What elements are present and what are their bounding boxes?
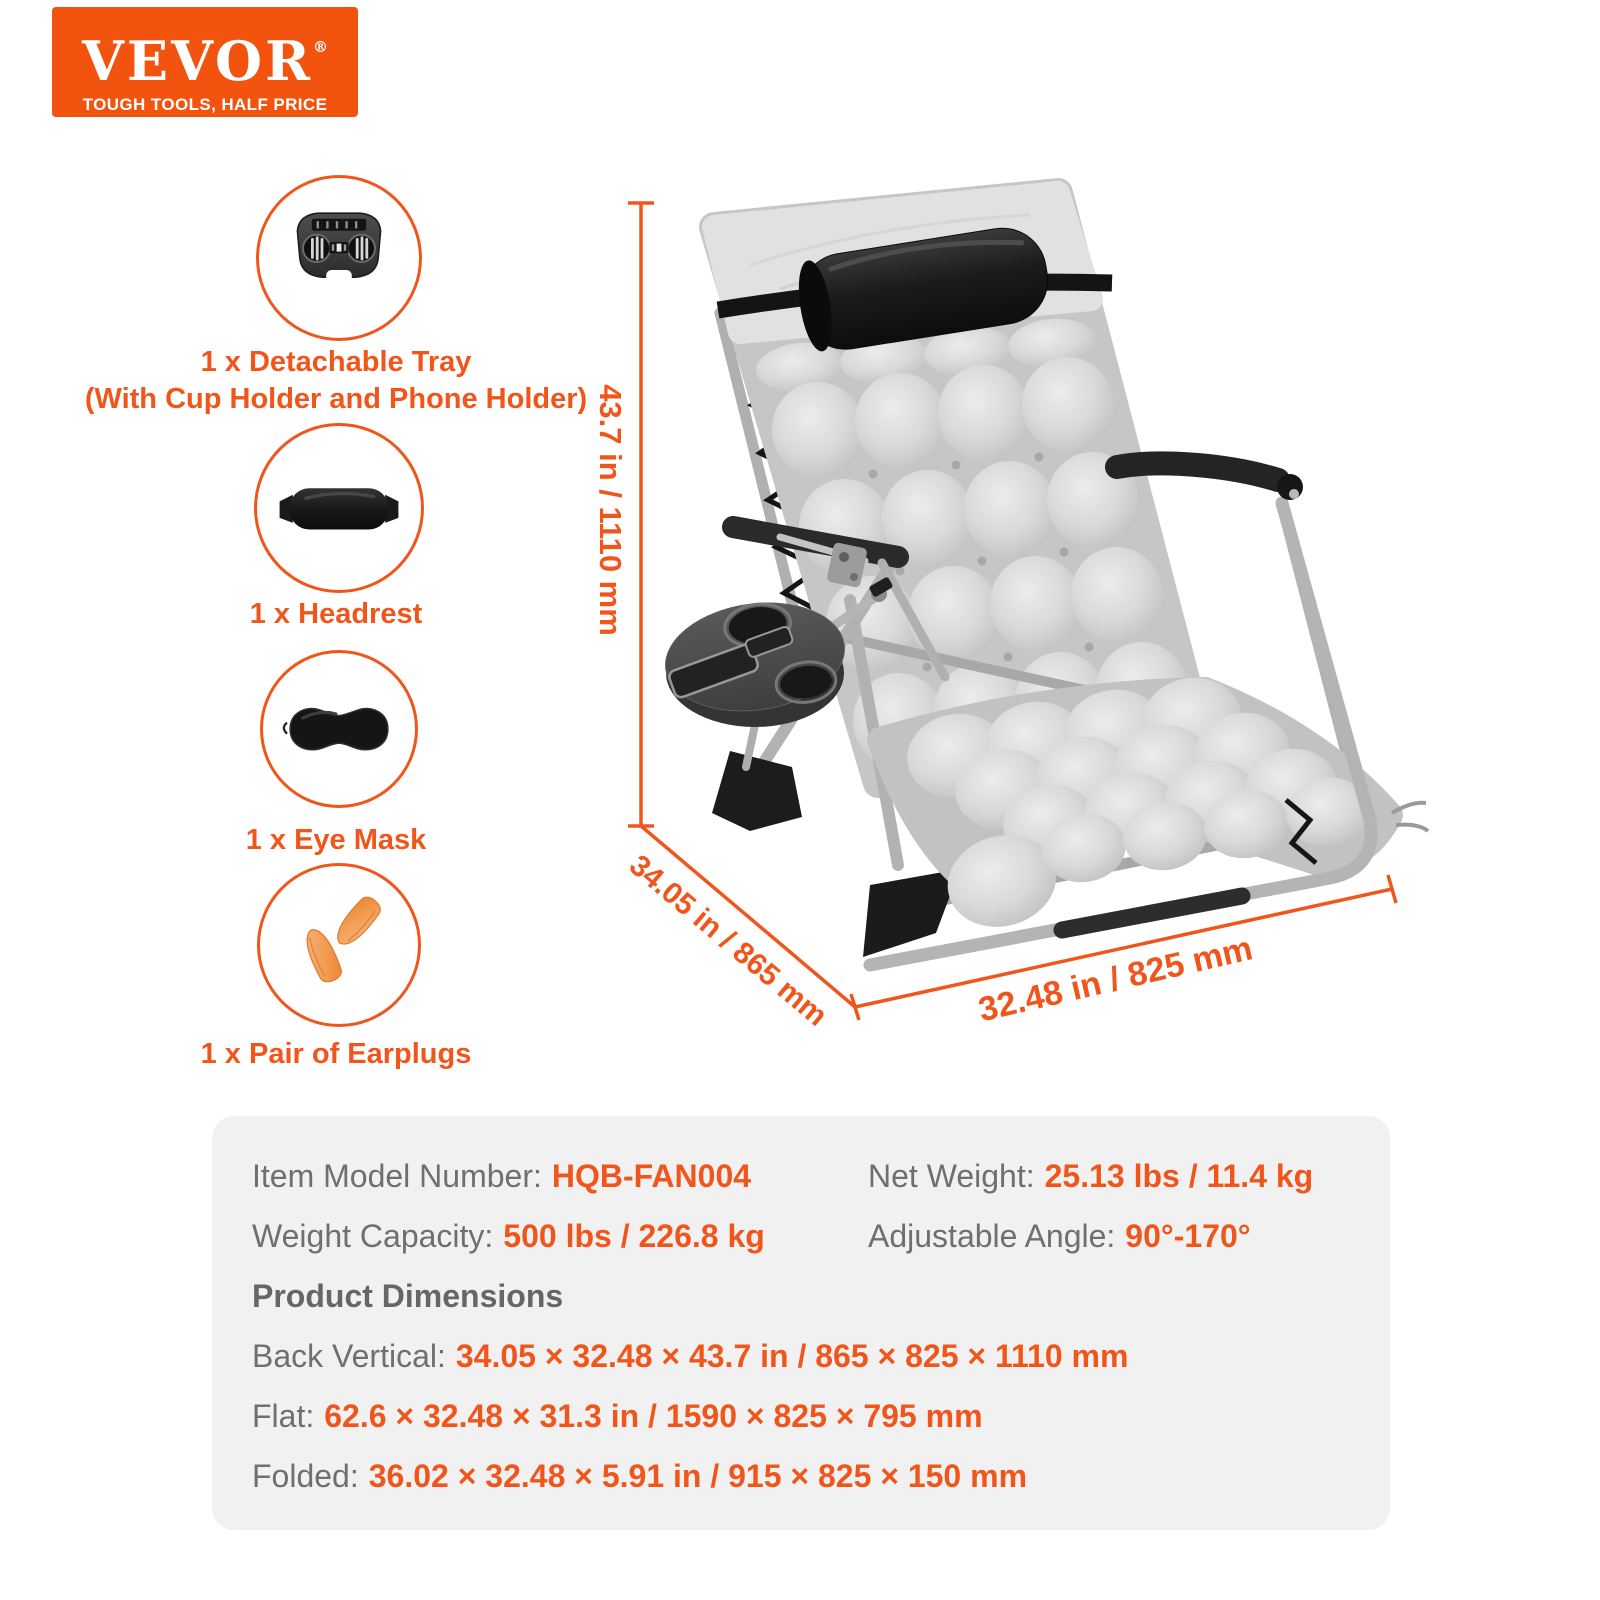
accessory-earplugs-label: 1 x Pair of Earplugs [200, 1038, 472, 1070]
dimension-height-label: 43.7 in / 1110 mm [593, 384, 628, 636]
net-weight-label: Net Weight: [868, 1158, 1035, 1194]
accessory-headrest-label: 1 x Headrest [249, 598, 423, 630]
dimension-lines [628, 203, 1396, 1020]
folded-label: Folded: [252, 1458, 359, 1494]
flat-value: 62.6 × 32.48 × 31.3 in / 1590 × 825 × 795 mm [324, 1398, 983, 1434]
spec-row-2 [252, 1206, 1350, 1266]
angle-value: 90°-170° [1125, 1218, 1251, 1254]
dimension-width-label: 32.48 in / 825 mm [974, 929, 1257, 1030]
net-weight-value: 25.13 lbs / 11.4 kg [1044, 1158, 1314, 1194]
brand-name: VEVOR® [82, 29, 328, 93]
back-vertical-value: 34.05 × 32.48 × 43.7 in / 865 × 825 × 1110 mm [455, 1338, 1129, 1374]
model-label: Item Model Number: [252, 1158, 542, 1194]
back-vertical-label: Back Vertical: [252, 1338, 446, 1374]
capacity-label: Weight Capacity: [252, 1218, 494, 1254]
spec-row-1 [252, 1146, 1350, 1206]
product-dimensions-header: Product Dimensions [252, 1278, 564, 1314]
spec-row-folded [252, 1446, 1350, 1506]
accessory-eye-mask-label: 1 x Eye Mask [245, 824, 427, 856]
dimension-depth-label: 34.05 in / 865 mm [622, 848, 834, 1033]
model-value: HQB-FAN004 [551, 1158, 752, 1194]
spec-row-flat [252, 1386, 1350, 1446]
brand-tagline: TOUGH TOOLS, HALF PRICE [82, 95, 328, 114]
spec-panel [212, 1116, 1390, 1530]
capacity-value: 500 lbs / 226.8 kg [503, 1218, 765, 1254]
registered-mark-icon: ® [312, 38, 328, 56]
accessory-tray-label: 1 x Detachable Tray (With Cup Holder and Phone Holder) [84, 346, 588, 415]
flat-label: Flat: [252, 1398, 315, 1434]
folded-value: 36.02 × 32.48 × 5.91 in / 915 × 825 × 150 mm [368, 1458, 1028, 1494]
angle-label: Adjustable Angle: [868, 1218, 1116, 1254]
spec-row-back-vertical [252, 1326, 1350, 1386]
